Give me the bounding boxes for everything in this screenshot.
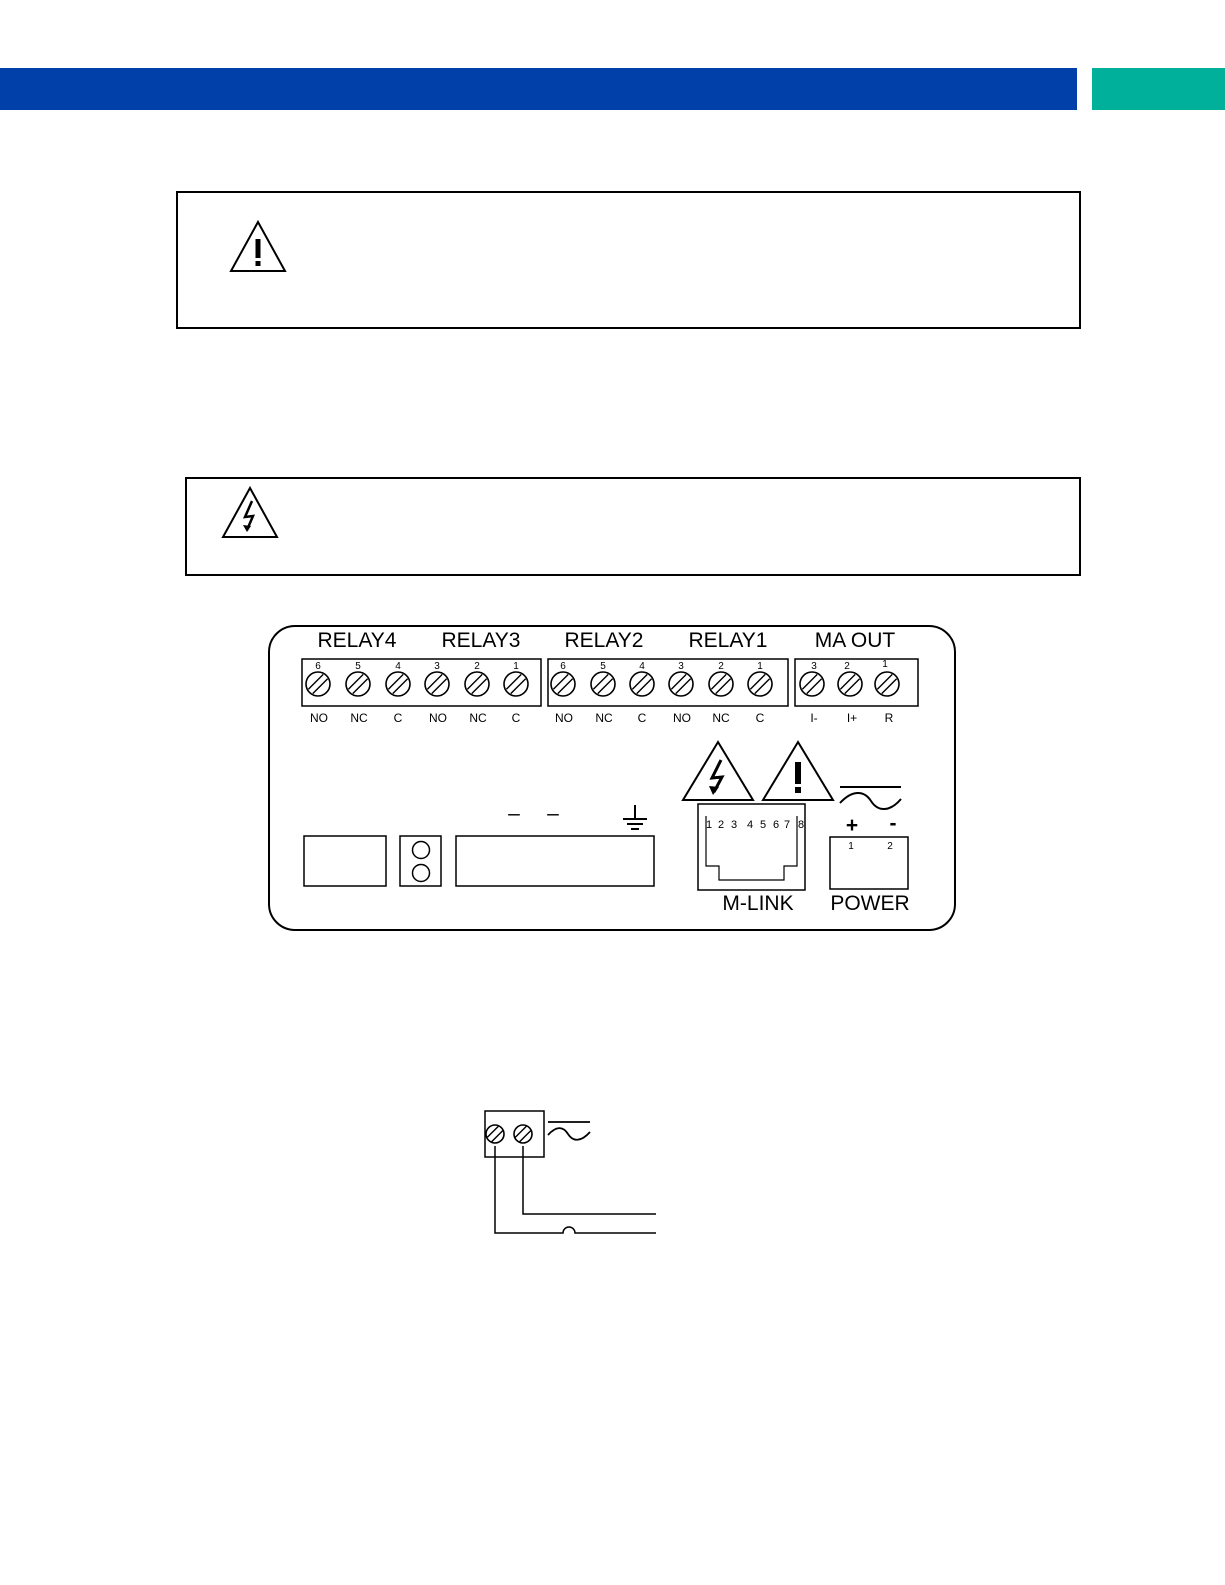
terminal-number: 2 xyxy=(474,661,480,672)
ac-wave-icon xyxy=(548,1122,590,1140)
power-label: POWER xyxy=(830,892,910,915)
input-minus-mark: – xyxy=(547,802,559,825)
terminal-screw xyxy=(875,672,899,696)
terminal-number: 3 xyxy=(434,661,440,672)
m-link-pin-number: 4 xyxy=(746,819,754,831)
terminal-number: 3 xyxy=(811,661,817,672)
terminal-label: NC xyxy=(712,711,730,725)
m-link-pin-number: 6 xyxy=(772,819,780,831)
terminal-number: 1 xyxy=(848,841,854,852)
terminal-screw xyxy=(386,672,410,696)
m-link-pin-number: 1 xyxy=(705,819,713,831)
terminal-number: 6 xyxy=(560,661,566,672)
terminal-label: C xyxy=(393,711,403,725)
terminal-label: NC xyxy=(469,711,487,725)
power-wiring-diagram xyxy=(478,1110,668,1250)
terminal-label: NO xyxy=(555,711,573,725)
terminal-screw xyxy=(800,672,824,696)
shock-box xyxy=(185,477,1081,576)
terminal-label: NO xyxy=(429,711,447,725)
terminal-screw xyxy=(630,672,654,696)
terminal-label: I- xyxy=(810,711,818,725)
m-link-port xyxy=(698,804,805,890)
terminal-screw xyxy=(425,672,449,696)
exclamation-triangle-icon xyxy=(228,219,288,275)
terminal-number: 5 xyxy=(600,661,606,672)
m-link-pin-number: 3 xyxy=(730,819,738,831)
terminal-label: NO xyxy=(310,711,328,725)
terminal-number: 2 xyxy=(887,841,893,852)
rear-panel-diagram xyxy=(267,624,957,932)
input-minus-mark: – xyxy=(508,802,520,825)
terminal-number: 2 xyxy=(718,661,724,672)
terminal-screw xyxy=(838,672,862,696)
header-tab xyxy=(1092,68,1225,110)
m-link-pin-number: 8 xyxy=(797,819,805,831)
terminal-number: 1 xyxy=(882,659,888,670)
terminal-screw xyxy=(465,672,489,696)
terminal-number: 1 xyxy=(513,661,519,672)
m-link-pin-number: 5 xyxy=(759,819,767,831)
terminal-number: 4 xyxy=(639,661,645,672)
terminal-screw xyxy=(591,672,615,696)
terminal-number: 2 xyxy=(844,661,850,672)
m-link-pin-number: 2 xyxy=(717,819,725,831)
group-label-relay4: RELAY4 xyxy=(317,629,397,652)
terminal-label: NC xyxy=(350,711,368,725)
m-link-pin-number: 7 xyxy=(783,819,791,831)
group-label-relay1: RELAY1 xyxy=(688,629,768,652)
terminal-screw xyxy=(669,672,693,696)
power-wire-2 xyxy=(495,1146,656,1233)
header-bar xyxy=(0,68,1077,110)
terminal-number: 1 xyxy=(757,661,763,672)
terminal-label: NO xyxy=(673,711,691,725)
terminal-number: 3 xyxy=(678,661,684,672)
power-plus-sign: + xyxy=(845,814,859,837)
terminal-number: 5 xyxy=(355,661,361,672)
caution-box xyxy=(176,191,1081,329)
terminal-label: NC xyxy=(595,711,613,725)
terminal-screw xyxy=(709,672,733,696)
terminal-label: I+ xyxy=(846,711,858,725)
terminal-label: R xyxy=(884,711,894,725)
indicator-led-1 xyxy=(413,842,430,859)
group-label-relay3: RELAY3 xyxy=(441,629,521,652)
power-minus-sign: - xyxy=(889,812,897,835)
terminal-screw xyxy=(346,672,370,696)
terminal-number: 6 xyxy=(315,661,321,672)
terminal-label: C xyxy=(511,711,521,725)
terminal-screw xyxy=(551,672,575,696)
terminal-label: C xyxy=(637,711,647,725)
terminal-screw xyxy=(504,672,528,696)
lightning-triangle-icon xyxy=(220,485,280,541)
terminal-screw xyxy=(748,672,772,696)
m-link-label: M-LINK xyxy=(722,892,794,915)
terminal-screw xyxy=(486,1125,504,1143)
terminal-screw xyxy=(306,672,330,696)
terminal-number: 4 xyxy=(395,661,401,672)
indicator-led-2 xyxy=(413,865,430,882)
terminal-block-input xyxy=(456,836,654,886)
group-label-relay2: RELAY2 xyxy=(564,629,644,652)
power-terminal-block xyxy=(830,837,908,889)
group-label-ma-out: MA OUT xyxy=(814,629,896,652)
terminal-label: C xyxy=(755,711,765,725)
terminal-screw xyxy=(514,1125,532,1143)
terminal-block-left xyxy=(304,836,386,886)
